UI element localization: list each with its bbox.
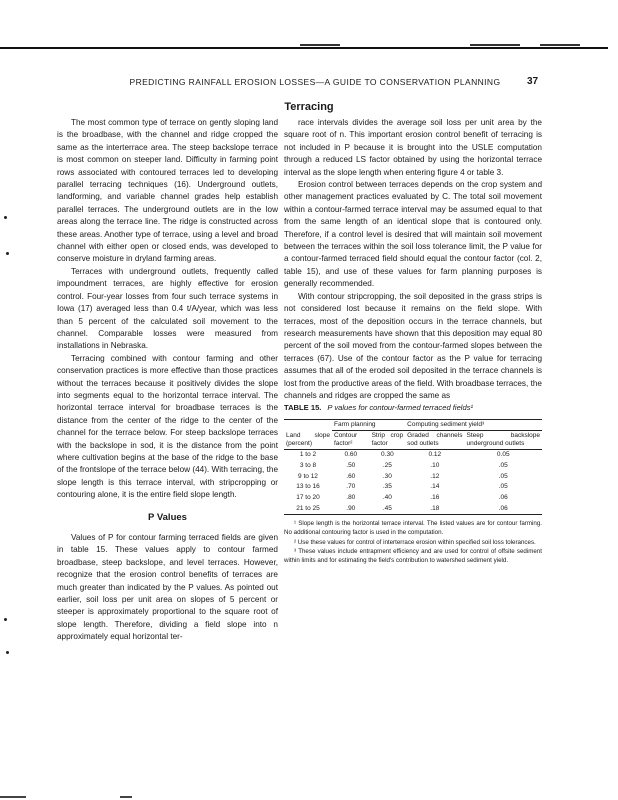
cell: .12	[430, 472, 440, 480]
cell: .25	[382, 461, 392, 469]
cell: .90	[332, 504, 370, 515]
cell: 1 to 2	[299, 451, 317, 459]
paragraph: Terracing combined with contour farming and other conservation practices is more effective than those practices without the terraces because it positively divides the slope into segments equal to the horizontal terrace interval. The horizontal terrace interval for broadbase terraces is the distance from the center of the ridge to the center of the channel for the terrace below. For steep backslope terraces with the backslope in sod, it is the distance from the point where cultivation begins at the base of the ridge to the base of the frontslope of the terrace below (44). With terracing, the slope length is this terrace interval, with stripcropping or contouring alone, it is the entire field slope length.	[57, 353, 278, 500]
cell: 0.12	[428, 451, 442, 459]
margin-speck	[6, 252, 9, 255]
table-row	[284, 504, 542, 515]
margin-speck	[4, 216, 7, 219]
cell: .70	[346, 483, 356, 491]
table-note: ³ These values include entrapment efficiency and are used for control of offsite sediment within limits and for estimating the field's contribution to watershed sediment yield.	[284, 548, 542, 564]
table-notes	[284, 520, 542, 565]
cell: .10	[430, 461, 440, 469]
scan-mark	[120, 796, 132, 798]
paragraph: With contour stripcropping, the soil deposited in the grass strips is not considered lost because it remains on the field slope. With terraces, most of the deposition occurs in the terrace channels, but research measurements have shown that this deposition may equal 80 percent of the soil moved from the contour-farmed slopes between the terraces (67). Use of the contour factor as the P value for terracing assumes that all of the eroded soil deposited in the terrace channels is lost from the productive areas of the field. With broadbase terraces, the channels and ridges are cropped the same as	[284, 291, 542, 400]
cell: .18	[405, 504, 464, 515]
table-row	[284, 449, 542, 460]
paragraph: The most common type of terrace on gently sloping land is the broadbase, with the channel and ridge cropped the same as the interterrace area. The steep backslope terrace is most common on steeper land. Difficulty in farming point rows associated with contoured terraces led to developing parallel terracing techniques (16). Underground outlets, landforming, and variable channel grades help establish parallel terraces. The underground outlets are in the low areas along the terrace line. The ridge is constructed across these areas. Another type of terrace, using a level and broad channel with either open or closed ends, was developed to conserve moisture in dryland farming areas.	[57, 118, 278, 264]
cell: 3 to 8	[299, 461, 317, 469]
cell: .30	[382, 472, 392, 480]
cell: .06	[465, 504, 543, 515]
cell: .80	[346, 494, 356, 502]
header-farm-planning: Farm planning	[332, 419, 405, 430]
header-strip: Strip crop factor	[371, 431, 404, 447]
cell: 0.05	[496, 451, 510, 459]
cell: .06	[498, 494, 508, 502]
cell: 21 to 25	[284, 504, 332, 515]
running-head: PREDICTING RAINFALL EROSION LOSSES—A GUIDE TO CONSERVATION PLANNING	[129, 77, 501, 87]
cell: .16	[430, 494, 440, 502]
table-note: ¹ Slope length is the horizontal terrace interval. The listed values are for contour farming. No additional contouring factor is used in the computation.	[284, 520, 542, 537]
table-row	[284, 471, 542, 482]
header-land-slope: Land slope (percent)	[286, 431, 330, 447]
header-contour: Contour factor²	[334, 431, 358, 447]
cell: 13 to 16	[296, 483, 320, 491]
top-rule	[0, 47, 608, 49]
cell: 17 to 20	[296, 494, 320, 502]
cell: .60	[346, 472, 356, 480]
scan-mark	[540, 44, 580, 46]
header-steep: Steep backslope underground outlets	[466, 431, 540, 447]
table-caption: P values for contour-farmed terraced fields¹	[327, 403, 474, 413]
margin-speck	[6, 651, 9, 654]
cell: 0.60	[344, 451, 358, 459]
header-computing: Computing sediment yield³	[405, 419, 542, 430]
table-note: ² Use these values for control of interterrace erosion within specified soil loss tolerances.	[294, 538, 536, 546]
cell: .14	[430, 483, 440, 491]
cell: .05	[498, 483, 508, 491]
cell: .05	[498, 461, 508, 469]
cell: .05	[498, 472, 508, 480]
p-values-table	[284, 419, 542, 516]
table-row	[284, 482, 542, 493]
cell: .35	[382, 483, 392, 491]
left-column	[57, 117, 278, 644]
cell: .40	[382, 494, 392, 502]
cell: .45	[370, 504, 406, 515]
right-column	[284, 117, 542, 566]
table-label: TABLE 15.	[284, 403, 322, 413]
scan-mark	[0, 796, 26, 798]
paragraph: race intervals divides the average soil loss per unit area by the square root of n. This important erosion control benefit of terracing is not included in P because it is brought into the USLE computation through a reduced LS factor obtained by using the horizontal terrace interval as the slope length when entering figure 4 or table 3.	[284, 118, 542, 177]
header-graded: Graded channels sod outlets	[407, 431, 463, 447]
cell: 0.30	[381, 451, 394, 459]
table-row	[284, 461, 542, 472]
cell: 9 to 12	[298, 472, 318, 480]
table-title	[284, 402, 542, 414]
paragraph: Values of P for contour farming terraced fields are given in table 15. These values apply to contour farmed broadbase, steep backslope, and level terraces. However, recognize that the erosion control benefits of terraces are much greater than indicated by the P values. As pointed out earlier, soil loss per unit area on slopes of 5 percent or steeper is approximately proportional to the square root of slope length. Therefore, dividing a field slope into n approximately equal horizontal ter-	[57, 533, 278, 642]
scan-mark	[300, 44, 340, 46]
margin-speck	[4, 618, 7, 621]
cell: .50	[346, 461, 356, 469]
page-number: 37	[527, 76, 539, 87]
paragraph: Erosion control between terraces depends on the crop system and other management practices evaluated by C. The total soil movement within a contour-farmed terrace interval may be assumed equal to that from the same length of an identical slope that is contoured only. Therefore, if a control level is desired that will maintain soil movement between the terraces within the soil loss tolerance limit, the P value for a contour-farmed terraced field should equal the contour factor (col. 2, table 15), and use of these values for farm planning purposes is generally recommended.	[284, 180, 542, 289]
section-title: Terracing	[284, 101, 334, 113]
scan-mark	[470, 44, 520, 46]
paragraph: Terraces with underground outlets, frequently called impoundment terraces, are highly effective for erosion control. Four-year losses from four such terrace systems in Iowa (17) averaged less than 0.4 t/A/year, which was less than 5 percent of the calculated soil movement to the channel. Comparable losses were measured from installations in Nebraska.	[57, 266, 278, 351]
subheading-p-values: P Values	[148, 511, 187, 523]
table-row	[284, 493, 542, 504]
